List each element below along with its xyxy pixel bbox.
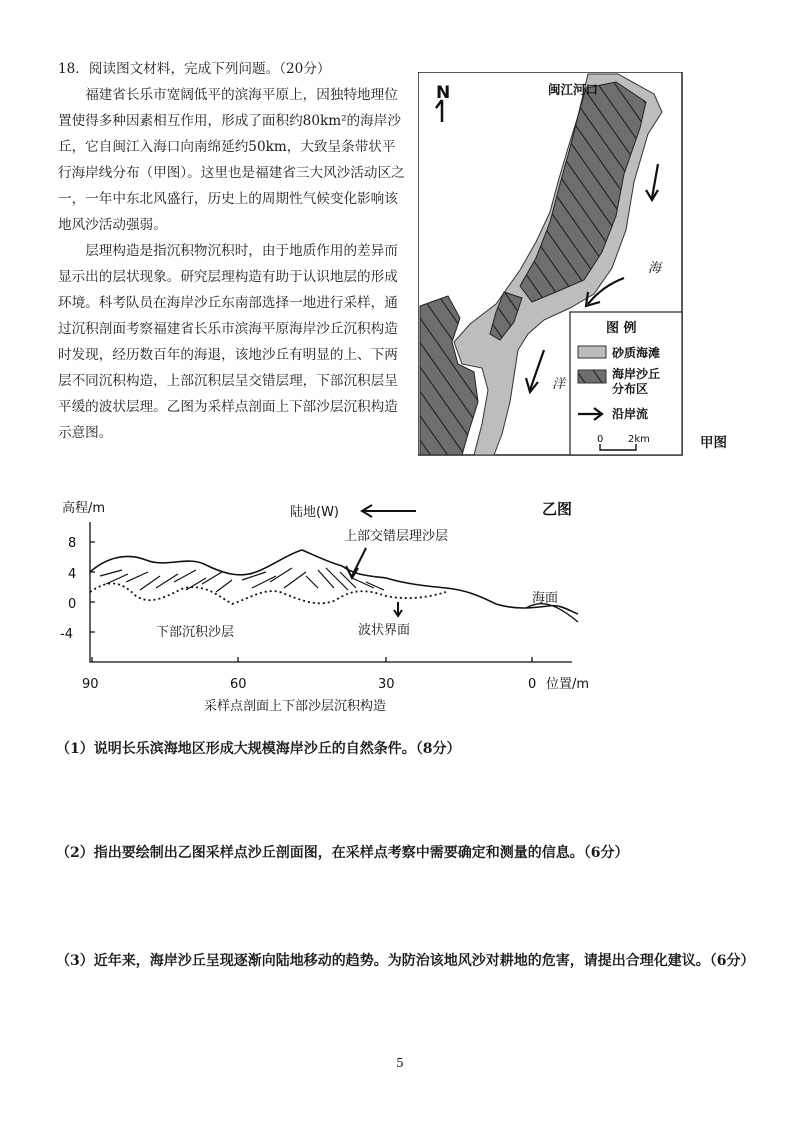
profile-figure-yi xyxy=(56,492,596,718)
page-number: 5 xyxy=(396,1056,404,1070)
interface-arrow-icon xyxy=(394,602,402,616)
svg-text:沿岸流: 沿岸流 xyxy=(612,407,649,421)
x-tick-0: 0 xyxy=(528,677,537,692)
y-tick-8: 8 xyxy=(68,536,77,551)
y-tick-neg4: -4 xyxy=(60,627,73,642)
svg-text:海岸沙丘: 海岸沙丘 xyxy=(612,367,661,381)
west-arrow-icon xyxy=(362,505,416,517)
profile-ylabel: 高程/m xyxy=(62,501,106,516)
x-tick-60: 60 xyxy=(230,677,247,692)
svg-text:砂质海滩: 砂质海滩 xyxy=(612,346,661,360)
sea-label: 海 xyxy=(648,261,662,276)
land-direction-label: 陆地(W) xyxy=(290,505,339,520)
material-paragraph-2: 层理构造是指沉积物沉积时，由于地质作用的差异而显示出的层状现象。研究层理构造有助于认识地层的形成环境。科考队员在海岸沙丘东南部选择一地进行采样，通过沉积剖面考察福建省长乐市滨海平原海岸沙丘沉积构造时发现，经历数百年的海退，该地沙丘有明显的上、下两层不同沉积构造，上部沉积层呈交错层理，下部沉积层呈平缓的波状层理。乙图为采样点剖面上下部沙层沉积构造示意图。 xyxy=(58,243,398,441)
sea-surface-label: 海面 xyxy=(532,591,559,606)
profile-axes xyxy=(90,522,572,662)
ocean-label: 洋 xyxy=(552,377,566,392)
svg-text:N: N xyxy=(436,83,451,103)
svg-text:0: 0 xyxy=(597,434,604,445)
question-text xyxy=(58,56,408,446)
map-legend xyxy=(570,312,682,455)
river-mouth-label: 闽江河口 xyxy=(548,82,599,97)
wave-interface-label: 波状界面 xyxy=(358,623,411,638)
wavy-interface-line xyxy=(90,583,446,604)
material-paragraph-1: 福建省长乐市宽阔低平的滨海平原上，因独特地理位置使得多种因素相互作用，形成了面积约80km²的海岸沙丘，它自闽江入海口向南绵延约50km，大致呈条带状平行海岸线分布（甲图）。这里也是福建省三大风沙活动区之一，一年中东北风盛行，历史上的周期性气候变化影响该地风沙活动强弱。 xyxy=(58,87,405,233)
y-tick-0: 0 xyxy=(68,597,77,612)
svg-text:2km: 2km xyxy=(628,434,650,445)
subquestion-1: （1）说明长乐滨海地区形成大规模海岸沙丘的自然条件。（8分） xyxy=(56,741,461,757)
cross-bedding-strokes xyxy=(100,568,384,592)
lower-layer-label: 下部沉积沙层 xyxy=(156,625,235,640)
subquestion-2: （2）指出要绘制出乙图采样点沙丘剖面图，在采样点考察中需要确定和测量的信息。（6分） xyxy=(56,845,629,861)
subquestion-3: （3）近年来，海岸沙丘呈现逐渐向陆地移动的趋势。为防治该地风沙对耕地的危害，请提出合理化建议。（6分） xyxy=(56,953,755,969)
question-heading: 18．阅读图文材料，完成下列问题。（20分） xyxy=(58,61,331,77)
y-tick-4: 4 xyxy=(68,567,77,582)
upper-layer-label: 上部交错层理沙层 xyxy=(344,529,449,544)
svg-text:图 例: 图 例 xyxy=(606,321,637,336)
x-tick-30: 30 xyxy=(378,677,395,692)
ground-surface-line xyxy=(90,550,578,614)
profile-caption: 乙图 xyxy=(542,500,573,518)
svg-text:分布区: 分布区 xyxy=(612,382,649,396)
profile-xlabel: 位置/m xyxy=(546,677,590,692)
map-caption: 甲图 xyxy=(700,435,727,451)
map-figure-jia xyxy=(418,72,748,462)
profile-subtitle: 采样点剖面上下部沙层沉积构造 xyxy=(204,699,387,714)
x-tick-90: 90 xyxy=(82,677,99,692)
